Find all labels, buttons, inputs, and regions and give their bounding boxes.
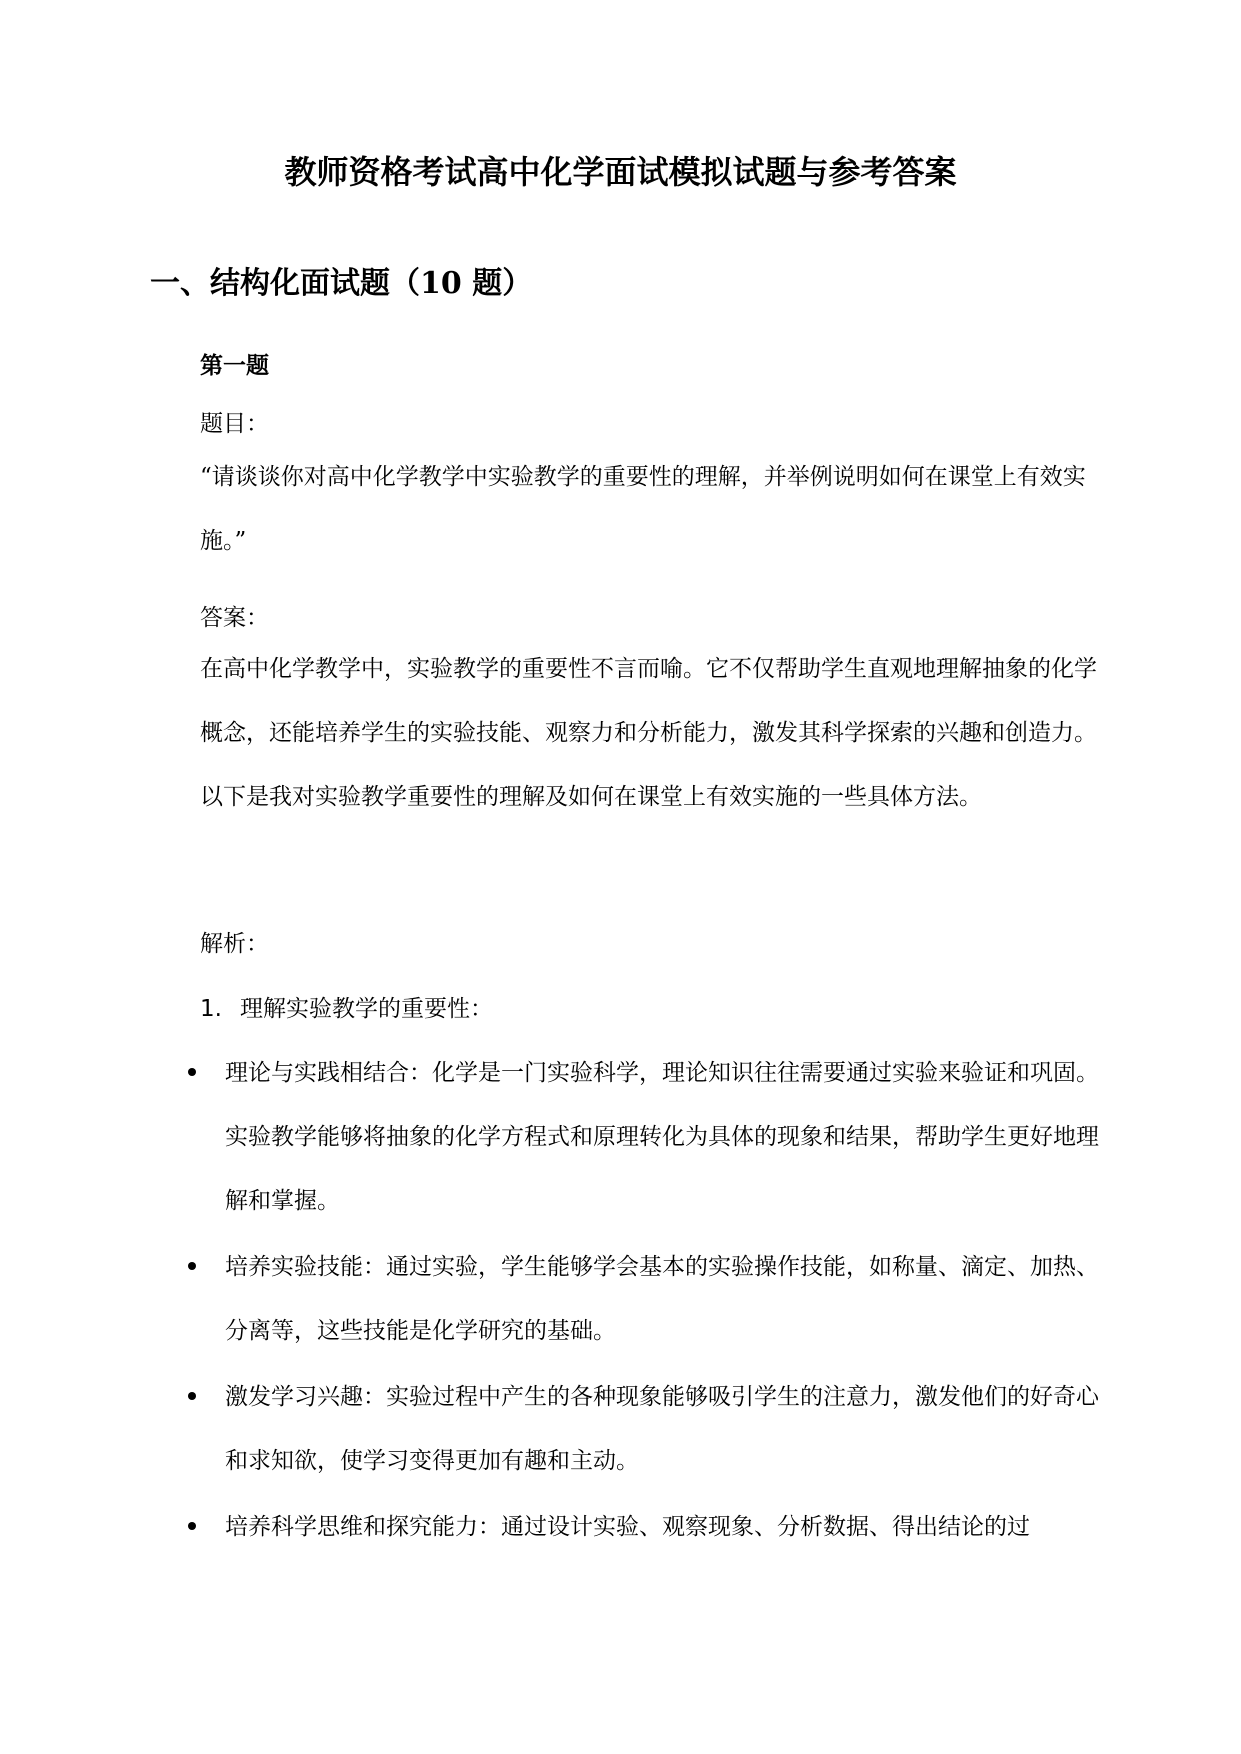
numbered-item-number: 1. — [200, 996, 222, 1022]
bullet-icon — [188, 1392, 196, 1400]
answer-label: 答案： — [200, 605, 269, 631]
list-item-text: 激发学习兴趣：实验过程中产生的各种现象能够吸引学生的注意力，激发他们的好奇心和求知欲，使学习变得更加有趣和主动。 — [225, 1384, 1099, 1474]
list-item-text: 理论与实践相结合：化学是一门实验科学，理论知识往往需要通过实验来验证和巩固。实验教学能够将抽象的化学方程式和原理转化为具体的现象和结果，帮助学生更好地理解和掌握。 — [225, 1060, 1099, 1214]
bullet-icon — [188, 1522, 196, 1530]
bullet-icon — [188, 1068, 196, 1076]
document-title: 教师资格考试高中化学面试模拟试题与参考答案 — [284, 153, 957, 191]
list-item-text: 培养科学思维和探究能力：通过设计实验、观察现象、分析数据、得出结论的过 — [225, 1514, 1030, 1540]
answer-text: 在高中化学教学中，实验教学的重要性不言而喻。它不仅帮助学生直观地理解抽象的化学概念，还能培养学生的实验技能、观察力和分析能力，激发其科学探索的兴趣和创造力。以下是我对实验教学重要性的理解及如何在课堂上有效实施的一些具体方法。 — [200, 656, 1097, 810]
numbered-item — [200, 991, 493, 1027]
question-heading: 第一题 — [200, 352, 269, 379]
bullet-icon — [188, 1262, 196, 1270]
question-text: “请谈谈你对高中化学教学中实验教学的重要性的理解，并举例说明如何在课堂上有效实施。” — [200, 464, 1086, 554]
analysis-label: 解析： — [200, 931, 269, 957]
numbered-item-text: 理解实验教学的重要性： — [240, 996, 493, 1022]
section-heading: 一、结构化面试题（10 题） — [150, 266, 533, 301]
list-item-text: 培养实验技能：通过实验，学生能够学会基本的实验操作技能，如称量、滴定、加热、分离等，这些技能是化学研究的基础。 — [225, 1254, 1099, 1344]
question-label: 题目： — [200, 411, 269, 437]
